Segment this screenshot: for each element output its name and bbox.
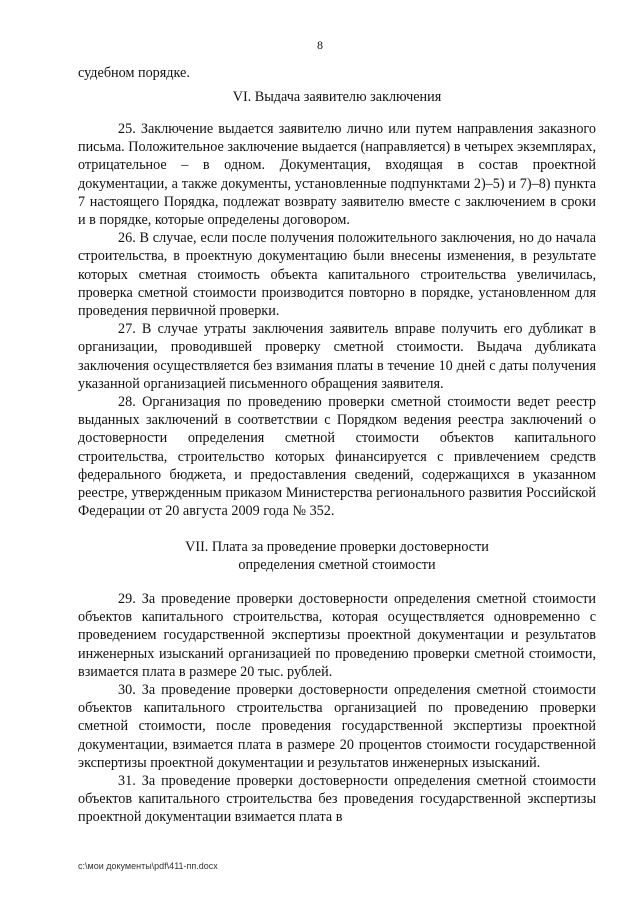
carryover-text [78,64,596,82]
carryover-line: судебном порядке. [78,65,190,81]
paragraph-31: 31. За проведение проверки достоверности определения сметной стоимости объектов капитального строительства без проведения государственной экспертизы проектной документации взимается плата в [78,773,596,826]
paragraph-26: 26. В случае, если после получения положительного заключения, но до начала строительства, в проектную документацию были внесены изменения, в результате которых сметная стоимость объекта капитального строительства увеличилась, проверка сметной стоимости производится повторно в порядке, установленном для проведения первичной проверки. [78,230,596,320]
section-6-title: VI. Выдача заявителю заключения [232,89,442,105]
paragraph-25: 25. Заключение выдается заявителю лично или путем направления заказного письма. Положительное заключение выдается (направляется) в четырех экземплярах, отрицательное – в одном. Документация, входящая в состав проектной документации, а также документы, установленные подпунктами 2)–5) и 7)–8) пункта 7 настоящего Порядка, подлежат возврату заявителю вместе с заключением в сроки и в порядке, которые определены договором. [78,121,596,229]
section-6-body [78,120,596,520]
section-7-body [78,590,596,827]
paragraph-27: 27. В случае утраты заключения заявитель вправе получить его дубликат в организации, проводившей проверку сметной стоимости. Выдача дубликата заключения осуществляется без взимания платы в течение 10 дней с даты получения указанной организацией письменного обращения заявителя. [78,321,596,392]
section-7-heading-block [78,538,596,574]
section-6-heading-block [78,88,596,106]
section-7-title-line-2: определения сметной стоимости [238,557,436,574]
paragraph-29: 29. За проведение проверки достоверности определения сметной стоимости объектов капитального строительства, которая осуществляется одновременно с проведением государственной экспертизы проектной документации и результатов инженерных изысканий организацией по проведению проверки сметной стоимости, взимается плата в размере 20 тыс. рублей. [78,591,596,680]
paragraph-28: 28. Организация по проведению проверки сметной стоимости ведет реестр выданных заключений в соответствии с Порядком ведения реестра заключений о достоверности определения сметной стоимости объектов капитального строительства, строительство которых финансируется с привлечением средств федерального бюджета, и предоставления сведений, содержащихся в указанном реестре, утвержденным приказом Министерства регионального развития Российской Федерации от 20 августа 2009 года № 352. [78,394,596,520]
paragraph-30: 30. За проведение проверки достоверности определения сметной стоимости объектов капитального строительства организацией по проведению проверки сметной стоимости, после проведения государственной экспертизы проектной документации, взимается плата в размере 20 процентов стоимости государственной экспертизы проектной документации и результатов инженерных изысканий. [78,682,596,771]
file-path-footer: c:\мои документы\pdf\411-пп.docx [78,861,218,871]
page-number: 8 [317,38,323,52]
section-7-title-line-1: VII. Плата за проведение проверки достоверности [185,539,489,555]
